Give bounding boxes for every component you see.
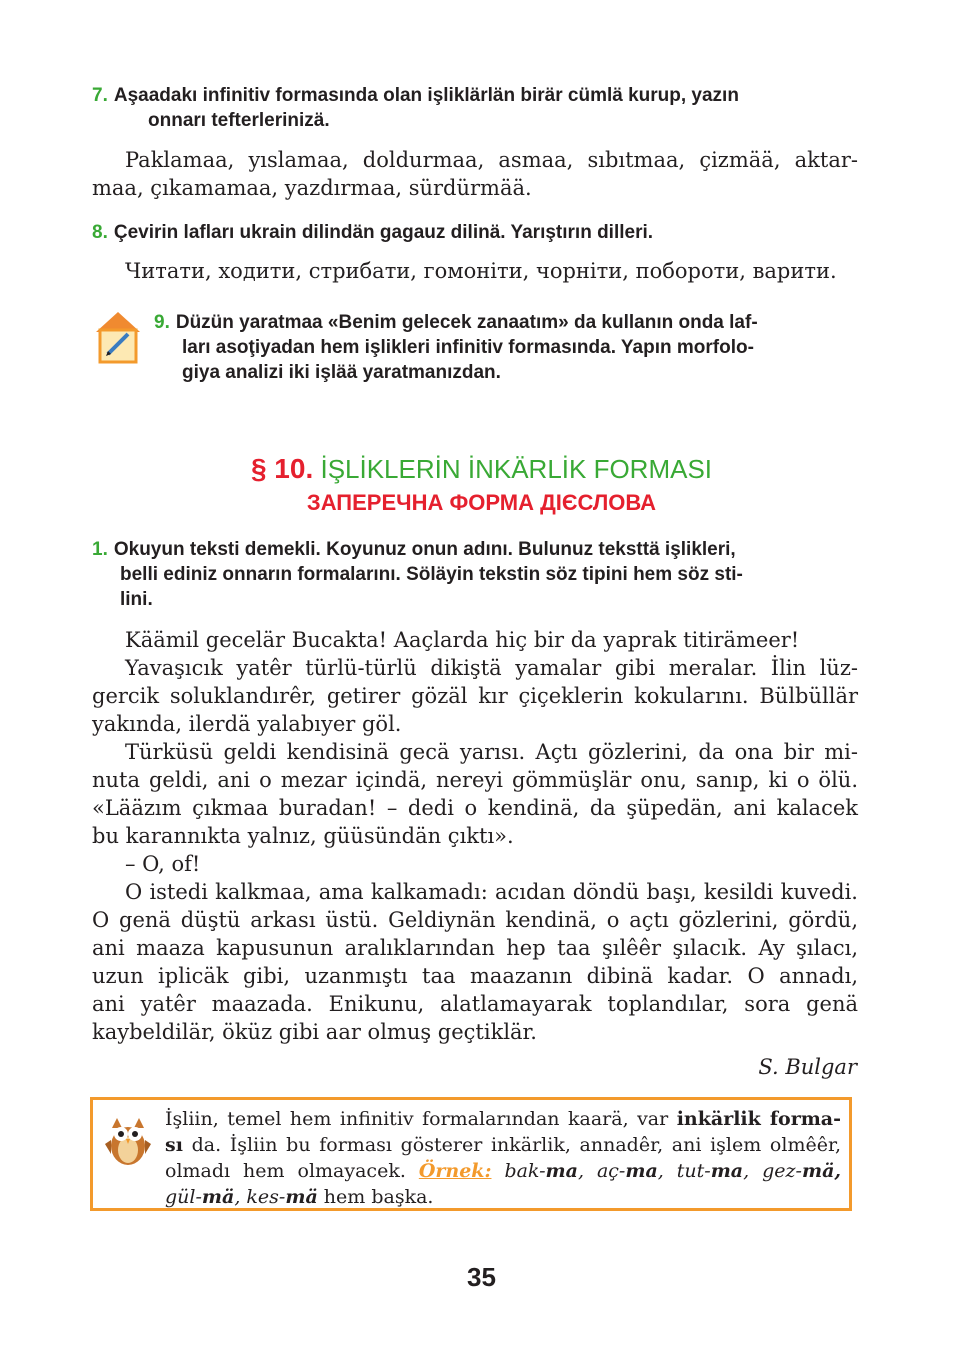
story-line: bu karannıkta yalnız, güüsündän çıktı». [92,824,514,848]
task-text-line: Okuyun teksti demekli. Koyunuz onun adını. Bulunuz teksttä işlikleri, [113,539,736,560]
story-line: – O, of! [125,852,201,876]
owl-icon [103,1114,153,1168]
task-8-instruction [92,220,858,245]
story-line: «Lääzım çıkmaa buradan! – dedi o kendinä, da şüpedän, ani kalacek [92,796,858,820]
house-pencil-icon [92,308,144,366]
rule-term: inkärlik forma- [676,1108,842,1130]
story-line: ani maaza kapusunun aralıklarından hep taa şılêêr şılacık. Ay şılacı, [92,936,858,960]
rule-term: sı [165,1134,183,1156]
story-author: S. Bulgar [758,1055,857,1079]
example-part: , aç- [577,1160,626,1182]
task-9-instruction [154,310,858,385]
rule-text-part: İşliin, temel hem infinitiv formalarından kaarä, var [165,1108,677,1130]
words-line: Paklamaa, yıslamaa, doldurmaa, asmaa, sıbıtmaa, çizmää, aktar- [125,148,858,172]
words-line: Читати, ходити, стрибати, гомоніти, чорніти, побороти, варити. [125,259,837,283]
task-text-line: giya analizi iki işlää yaratmanızdan. [182,362,501,383]
story-line: O genä düştü arkası üstü. Geldiynän kendinä, o açtı gözlerini, gördü, [92,908,858,932]
example-part: , tut- [657,1160,711,1182]
task-7-words [92,146,858,202]
example-suffix: mä, [801,1160,841,1182]
example-part: gül- [165,1186,202,1208]
rule-text-part: olmadı hem olmayacek. [165,1160,419,1182]
story-line: Käämil gecelär Bucakta! Aaçlarda hiç bir da yaprak titirämeer! [125,628,800,652]
example-part: , kes- [234,1186,286,1208]
story-line: ani yatêr maazada. Enikunu, alatlamayarak toplandılar, sora genä [92,992,858,1016]
task-text-line: ları asoţiyadan hem işlikleri infinitiv formasında. Yapın morfolo- [182,337,754,358]
section-title-text: İŞLİKLERİN İNKÄRLİK FORMASI [320,454,713,484]
task-8-words [92,257,858,285]
example-suffix: mä [285,1186,318,1208]
task-1-instruction [92,537,858,612]
example-label: Örnek: [418,1160,492,1182]
task-text-line: onnarı tefterlerinizä. [148,110,330,131]
story-line: O istedi kalkmaa, ama kalkamadı: acıdan döndü başı, kesildi kuvedi. [125,880,858,904]
task-number: 7. [92,85,108,106]
story-line: yakında, ilerdä yalabıyer göl. [92,712,402,736]
task-text: Çevirin lafları ukrain dilindän gagauz dilinä. Yarıştırın dilleri. [113,222,654,243]
task-number: 9. [154,312,170,333]
section-title [0,452,963,486]
task-text-line: belli ediniz onnarın formalarını. Söläyin tekstin söz tipini hem söz sti- [120,564,743,585]
story-line: Yavaşıcık yatêr türlü-türlü dikiştä yamalar gibi meralar. İlin lüz- [125,656,858,680]
story-line: kaybeldilär, öküz gibi aar olmuş geçtiklär. [92,1020,537,1044]
task-text-line: lini. [120,589,153,610]
rule-text-part: hem başka. [317,1186,434,1208]
example-suffix: ma [545,1160,578,1182]
page-number: 35 [467,1262,496,1292]
words-line: maa, çıkamamaa, yazdırmaa, sürdürmää. [92,176,532,200]
example-suffix: ma [625,1160,658,1182]
example-suffix: mä [201,1186,235,1208]
task-text-line: Aşaadakı infinitiv formasında olan işliklärlän birär cümlä kurup, yazın [113,85,739,106]
story-line: gercik soluklandırêr, getirer gözäl kır çiçeklerin kokularını. Bülbüllär [92,684,858,708]
story-text [92,626,858,1046]
story-line: Türküsü geldi kendisinä gecä yarısı. Açtı gözlerini, da ona bir mi- [125,740,858,764]
rule-text [165,1106,841,1210]
task-text-line: Düzün yaratmaa «Benim gelecek zanaatım» da kullanın onda laf- [175,312,758,333]
example-part: bak- [491,1160,546,1182]
rule-text-part: da. İşliin bu forması gösterer inkärlik, annadêr, ani işlem olmêêr, [182,1134,841,1156]
example-suffix: ma [710,1160,744,1182]
task-7-instruction [92,83,886,133]
story-line: nuta geldi, ani o mezar içindä, nereyi gömmüşlär onu, sanıp, ki o ölü. [92,768,858,792]
story-line: uzun iplicäk gibi, uzanmıştı taa maazanın dibinä kadar. O annadı, [92,964,858,988]
section-number: § 10. [250,453,314,484]
task-number: 8. [92,222,108,243]
rule-box [90,1097,852,1211]
example-part: , gez- [743,1160,802,1182]
section-subtitle: ЗАПЕРЕЧНА ФОРМА ДІЄСЛОВА [306,490,657,515]
task-number: 1. [92,539,108,560]
